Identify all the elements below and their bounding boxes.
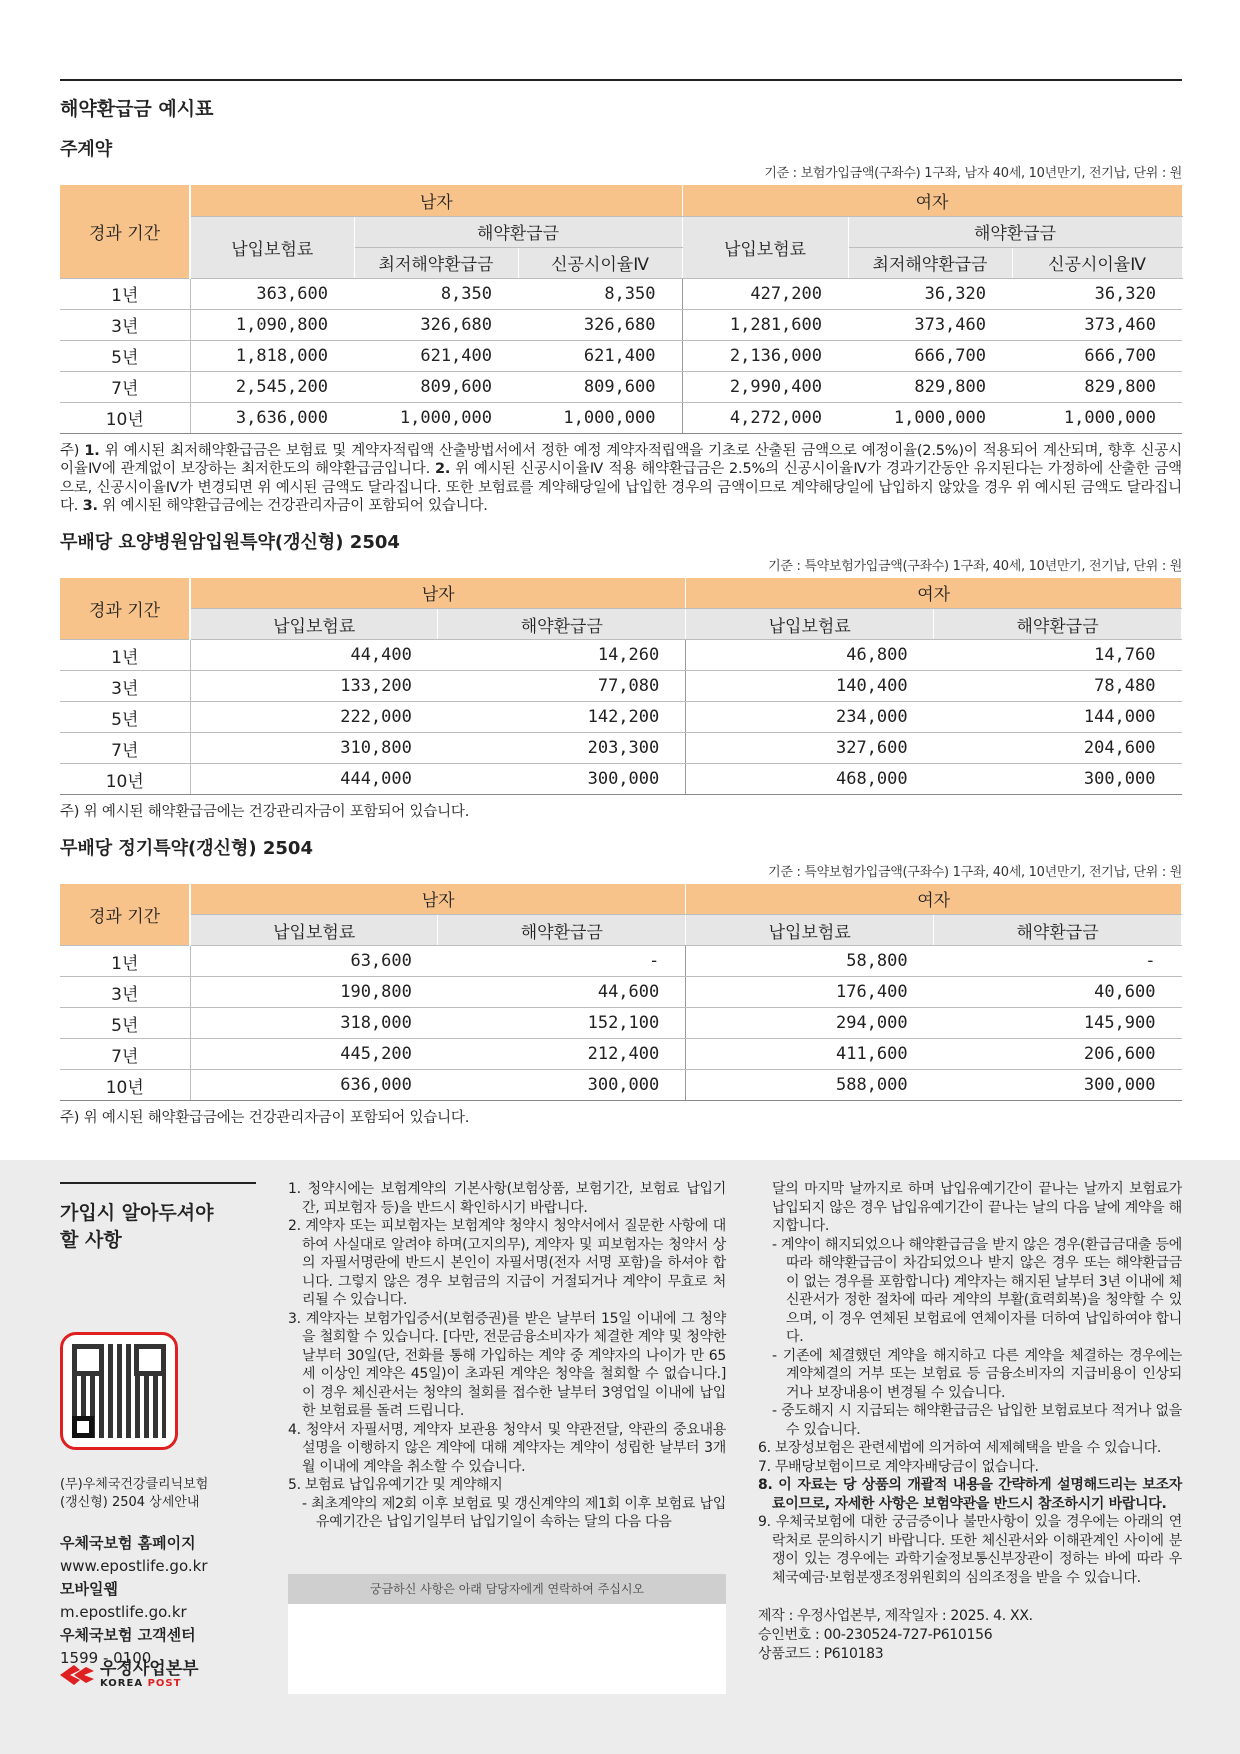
guide-section	[0, 1160, 1240, 1754]
value-cell: 373,460	[1012, 309, 1182, 340]
note-text: 위 예시된 신공시이율Ⅳ 적용 해약환급금은 2.5%의 신공시이율Ⅳ가 경과기간동안 유지된다는 가정하에 산출한 금액으로, 신공시이율Ⅳ가 변경되면 위 예시된 금액도 달라집니다. 또한 보험료를 계약해당일에 납입한 경우의 금액이므로 계약해당일에 납입하지 않았을 경우 위 예시된 금액도 달라집니다.	[60, 461, 1182, 514]
value-cell: 14,260	[438, 640, 686, 671]
production-line: 제작 : 우정사업본부, 제작일자 : 2025. 4. XX.	[758, 1608, 1033, 1624]
header-rate-male: 신공시이율Ⅳ	[518, 247, 682, 278]
period-cell: 7년	[60, 733, 190, 764]
value-cell: 144,000	[934, 702, 1182, 733]
period-cell: 7년	[60, 1039, 190, 1070]
header-refund-female: 해약환급금	[934, 609, 1182, 640]
table-row	[60, 1039, 1182, 1070]
mobile-link[interactable]: m.epostlife.go.kr	[60, 1603, 187, 1621]
table-row	[60, 309, 1182, 340]
table-row	[60, 340, 1182, 371]
value-cell: 36,320	[848, 278, 1012, 309]
value-cell: 63,600	[190, 946, 438, 977]
list-item: 1. 청약시에는 보험계약의 기본사항(보험상품, 보험기간, 보험료 납입기간, 피보험자 등)을 반드시 확인하시기 바랍니다.	[288, 1181, 726, 1216]
value-cell: 152,100	[438, 1008, 686, 1039]
homepage-link[interactable]: www.epostlife.go.kr	[60, 1557, 208, 1575]
table-row	[60, 733, 1182, 764]
table-row	[60, 1070, 1182, 1101]
value-cell: 1,818,000	[190, 340, 354, 371]
value-cell: 145,900	[934, 1008, 1182, 1039]
value-cell: 46,800	[686, 640, 934, 671]
table-row	[60, 977, 1182, 1008]
value-cell: 1,000,000	[848, 402, 1012, 433]
value-cell: 140,400	[686, 671, 934, 702]
logo-sub-post: POST	[147, 1678, 182, 1689]
value-cell: 300,000	[438, 764, 686, 795]
note-num: 3.	[82, 498, 98, 514]
header-male: 남자	[190, 578, 686, 609]
value-cell: 829,800	[1012, 371, 1182, 402]
value-cell: 133,200	[190, 671, 438, 702]
header-premium-male: 납입보험료	[190, 216, 354, 278]
period-cell: 1년	[60, 640, 190, 671]
qr-caption-line: (갱신형) 2504 상세안내	[60, 1495, 200, 1510]
production-info	[758, 1607, 1182, 1664]
list-subitem: - 계약이 해지되었으나 해약환급금을 받지 않은 경우(환급금대출 등에 따라 해약환급금이 차감되었으나 받지 않은 경우 또는 해약환급금이 없는 경우를 포함합니다) 계약자는 해지된 날부터 3년 이내에 체신관서가 정한 절차에 따라 계약의 부활(효력회복)을 청약할 수 있으며, 이 경우 연체된 보험료에 연체이자를 더하여 납입하여야 합니다.	[772, 1236, 1182, 1345]
qr-caption-line: (무)우체국건강클리닉보험	[60, 1477, 209, 1492]
value-cell: 1,000,000	[354, 402, 518, 433]
list-continuation: 달의 마지막 날까지로 하며 납입유예기간이 끝나는 날까지 보험료가 납입되지 않은 경우 납입유예기간이 끝나는 날의 다음 날에 계약을 해지합니다.	[772, 1181, 1182, 1234]
value-cell: 204,600	[934, 733, 1182, 764]
value-cell: 190,800	[190, 977, 438, 1008]
list-item: 9. 우체국보험에 대한 궁금증이나 불만사항이 있을 경우에는 아래의 연락처로 문의하시기 바랍니다. 또한 체신관서와 이해관계인 사이에 분쟁이 있는 경우에는 과학기술정보통신부장관이 정하는 바에 따라 우체국예금·보험분쟁조정위원회의 심의조정을 받을 수 있습니다.	[758, 1514, 1182, 1586]
value-cell: 666,700	[848, 340, 1012, 371]
value-cell: 300,000	[438, 1070, 686, 1101]
value-cell: 326,680	[354, 309, 518, 340]
list-item: 3. 계약자는 보험가입증서(보험증권)를 받은 날부터 15일 이내에 그 청약을 철회할 수 있습니다. [다만, 전문금융소비자가 체결한 계약 및 청약한 날부터 30일(단, 전화를 통해 가입하는 계약 중 계약자의 나이가 만 65세 이상인 계약은 45일)이 초과된 계약은 청약을 철회할 수 없습니다.] 이 경우 체신관서는 청약의 철회를 접수한 날부터 3영업일 이내에 납입한 보험료를 돌려 드립니다.	[288, 1310, 726, 1419]
guide-left-column	[60, 1182, 256, 1689]
value-cell: 3,636,000	[190, 402, 354, 433]
rider1-note: 주) 위 예시된 해약환급금에는 건강관리자금이 포함되어 있습니다.	[60, 804, 470, 820]
rider2-basis: 기준 : 특약보험가입금액(구좌수) 1구좌, 40세, 10년만기, 전기납, 단위 : 원	[768, 864, 1182, 880]
period-cell: 1년	[60, 946, 190, 977]
top-section	[60, 0, 1182, 1128]
value-cell: 300,000	[934, 764, 1182, 795]
header-male: 남자	[190, 185, 682, 216]
value-cell: 14,760	[934, 640, 1182, 671]
value-cell: 468,000	[686, 764, 934, 795]
list-subitem: - 기존에 체결했던 계약을 해지하고 다른 계약을 체결하는 경우에는 계약체결의 거부 또는 보험료 등 금융소비자의 지급비용이 인상되거나 보장내용이 변경될 수 있습니다.	[772, 1347, 1182, 1401]
korea-post-logo	[60, 1660, 199, 1689]
list-item: 5. 보험료 납입유예기간 및 계약해지	[288, 1477, 503, 1493]
header-period: 경과 기간	[60, 578, 190, 640]
header-female: 여자	[686, 884, 1182, 915]
header-premium-female: 납입보험료	[686, 915, 934, 946]
guide-title-line: 할 사항	[60, 1229, 122, 1251]
header-premium-male: 납입보험료	[190, 915, 438, 946]
value-cell: 36,320	[1012, 278, 1182, 309]
table-row	[60, 671, 1182, 702]
table-row	[60, 946, 1182, 977]
header-period: 경과 기간	[60, 185, 190, 278]
table-row	[60, 371, 1182, 402]
header-male: 남자	[190, 884, 686, 915]
note-text: 위 예시된 최저해약환급금은 보험료 및 계약자적립액 산출방법서에서 정한 예정 계약자적립액을 기초로 산출된 금액으로 예정이율(2.5%)이 적용되어 계산되며, 향후 신공시이율Ⅳ에 관계없이 보장하는 최저한도의 해약환급금입니다.	[60, 442, 1182, 477]
contact-box-head: 궁금하신 사항은 아래 담당자에게 연락하여 주십시오	[288, 1574, 726, 1604]
header-refund-male: 해약환급금	[354, 216, 682, 247]
value-cell: -	[438, 946, 686, 977]
period-cell: 10년	[60, 402, 190, 433]
main-contract-table	[60, 185, 1183, 434]
header-refund-male: 해약환급금	[438, 609, 686, 640]
rider1-table	[60, 578, 1182, 796]
value-cell: 445,200	[190, 1039, 438, 1070]
value-cell: 300,000	[934, 1070, 1182, 1101]
value-cell: 1,000,000	[518, 402, 682, 433]
table-row	[60, 764, 1182, 795]
value-cell: 326,680	[518, 309, 682, 340]
rider1-heading: 무배당 요양병원암입원특약(갱신형) 2504	[60, 531, 400, 553]
guide-rule	[60, 1182, 256, 1184]
period-cell: 10년	[60, 1070, 190, 1101]
header-rate-female: 신공시이율Ⅳ	[1012, 247, 1182, 278]
list-item: 6. 보장성보험은 관련세법에 의거하여 세제혜택을 받을 수 있습니다.	[758, 1440, 1162, 1456]
page-title: 해약환급금 예시표	[60, 98, 214, 120]
table-row	[60, 1008, 1182, 1039]
value-cell: 809,600	[518, 371, 682, 402]
value-cell: 318,000	[190, 1008, 438, 1039]
value-cell: 588,000	[686, 1070, 934, 1101]
period-cell: 1년	[60, 278, 190, 309]
product-code: 상품코드 : P610183	[758, 1646, 884, 1662]
period-cell: 10년	[60, 764, 190, 795]
logo-text: 우정사업본부	[100, 1659, 199, 1679]
period-cell: 3년	[60, 977, 190, 1008]
header-refund-male: 해약환급금	[438, 915, 686, 946]
value-cell: 176,400	[686, 977, 934, 1008]
period-cell: 5년	[60, 702, 190, 733]
list-item: 4. 청약서 자필서명, 계약자 보관용 청약서 및 약관전달, 약관의 중요내용 설명을 이행하지 않은 계약에 대해 계약자는 계약이 성립한 날부터 3개월 이내에 계약을 취소할 수 있습니다.	[288, 1421, 726, 1475]
value-cell: -	[934, 946, 1182, 977]
list-item: 2. 계약자 또는 피보험자는 보험계약 청약시 청약서에서 질문한 사항에 대하여 사실대로 알려야 하며(고지의무), 계약자 및 피보험자는 청약서 상의 자필서명란에 반드시 본인이 자필서명(전자 서명 포함)을 하셔야 합니다. 그렇지 않은 경우 보험금의 지급이 거절되거나 계약이 무효로 처리될 수 있습니다.	[288, 1218, 726, 1308]
value-cell: 234,000	[686, 702, 934, 733]
value-cell: 411,600	[686, 1039, 934, 1070]
value-cell: 2,545,200	[190, 371, 354, 402]
table-row	[60, 278, 1182, 309]
list-item-bold: 8. 이 자료는 당 상품의 개괄적 내용을 간략하게 설명해드리는 보조자료이므로, 자세한 사항은 보험약관을 반드시 참조하시기 바랍니다.	[758, 1477, 1182, 1512]
qr-code-icon[interactable]	[60, 1332, 178, 1450]
value-cell: 142,200	[438, 702, 686, 733]
center-phone: 1599 - 0100	[60, 1649, 152, 1667]
header-min-refund-male: 최저해약환급금	[354, 247, 518, 278]
qr-caption	[60, 1476, 260, 1512]
period-cell: 3년	[60, 309, 190, 340]
value-cell: 4,272,000	[682, 402, 848, 433]
qr-finder	[72, 1416, 94, 1438]
header-premium-female: 납입보험료	[682, 216, 848, 278]
logo-sub-korea: KOREA	[100, 1678, 148, 1689]
homepage-label: 우체국보험 홈페이지	[60, 1534, 196, 1552]
value-cell: 77,080	[438, 671, 686, 702]
value-cell: 829,800	[848, 371, 1012, 402]
header-period: 경과 기간	[60, 884, 190, 946]
korea-post-logo-icon	[60, 1661, 94, 1689]
period-cell: 3년	[60, 671, 190, 702]
value-cell: 212,400	[438, 1039, 686, 1070]
logo-sub	[100, 1678, 199, 1689]
contact-info	[60, 1532, 260, 1670]
main-contract-note	[60, 442, 1182, 516]
list-subitem: - 중도해지 시 지급되는 해약환급금은 납입한 보험료보다 적거나 없을 수 있습니다.	[772, 1403, 1182, 1438]
table-row	[60, 402, 1182, 433]
note-prefix: 주)	[60, 442, 85, 459]
value-cell: 222,000	[190, 702, 438, 733]
header-female: 여자	[686, 578, 1182, 609]
value-cell: 1,281,600	[682, 309, 848, 340]
rider2-note: 주) 위 예시된 해약환급금에는 건강관리자금이 포함되어 있습니다.	[60, 1110, 470, 1126]
value-cell: 203,300	[438, 733, 686, 764]
rider2-heading: 무배당 정기특약(갱신형) 2504	[60, 837, 313, 859]
value-cell: 40,600	[934, 977, 1182, 1008]
value-cell: 621,400	[354, 340, 518, 371]
value-cell: 427,200	[682, 278, 848, 309]
header-premium-female: 납입보험료	[686, 609, 934, 640]
header-refund-female: 해약환급금	[934, 915, 1182, 946]
value-cell: 8,350	[518, 278, 682, 309]
period-cell: 5년	[60, 340, 190, 371]
value-cell: 294,000	[686, 1008, 934, 1039]
value-cell: 78,480	[934, 671, 1182, 702]
value-cell: 363,600	[190, 278, 354, 309]
guide-middle-column	[288, 1180, 726, 1532]
rider2-table	[60, 884, 1182, 1102]
value-cell: 621,400	[518, 340, 682, 371]
value-cell: 2,990,400	[682, 371, 848, 402]
list-item: 7. 무배당보험이므로 계약자배당금이 없습니다.	[758, 1458, 1039, 1475]
approval-number: 승인번호 : 00-230524-727-P610156	[758, 1627, 993, 1643]
value-cell: 8,350	[354, 278, 518, 309]
note-num: 1.	[84, 442, 100, 459]
header-min-refund-female: 최저해약환급금	[848, 247, 1012, 278]
list-subitem: - 최초계약의 제2회 이후 보험료 및 갱신계약의 제1회 이후 보험료 납입유예기간은 납입기일부터 납입기일이 속하는 달의 다음 다음	[302, 1495, 726, 1530]
value-cell: 444,000	[190, 764, 438, 795]
header-refund-female: 해약환급금	[848, 216, 1182, 247]
value-cell: 327,600	[686, 733, 934, 764]
guide-right-column	[758, 1180, 1182, 1664]
rider1-basis: 기준 : 특약보험가입금액(구좌수) 1구좌, 40세, 10년만기, 전기납, 단위 : 원	[768, 558, 1182, 574]
table-row	[60, 640, 1182, 671]
period-cell: 7년	[60, 371, 190, 402]
top-rule	[60, 79, 1182, 81]
value-cell: 1,000,000	[1012, 402, 1182, 433]
center-label: 우체국보험 고객센터	[60, 1626, 196, 1644]
mobile-label: 모바일웹	[60, 1580, 118, 1598]
value-cell: 206,600	[934, 1039, 1182, 1070]
value-cell: 1,090,800	[190, 309, 354, 340]
period-cell: 5년	[60, 1008, 190, 1039]
value-cell: 2,136,000	[682, 340, 848, 371]
header-premium-male: 납입보험료	[190, 609, 438, 640]
value-cell: 310,800	[190, 733, 438, 764]
value-cell: 44,400	[190, 640, 438, 671]
guide-title	[60, 1200, 256, 1254]
table-row	[60, 702, 1182, 733]
value-cell: 373,460	[848, 309, 1012, 340]
main-contract-heading: 주계약	[60, 139, 113, 160]
value-cell: 666,700	[1012, 340, 1182, 371]
header-female: 여자	[682, 185, 1182, 216]
value-cell: 636,000	[190, 1070, 438, 1101]
note-num: 2.	[434, 461, 451, 477]
contact-box	[288, 1574, 726, 1694]
guide-title-line: 가입시 알아두셔야	[60, 1202, 214, 1224]
value-cell: 809,600	[354, 371, 518, 402]
note-text: 위 예시된 해약환급금에는 건강관리자금이 포함되어 있습니다.	[97, 498, 488, 514]
value-cell: 58,800	[686, 946, 934, 977]
value-cell: 44,600	[438, 977, 686, 1008]
main-contract-basis: 기준 : 보험가입금액(구좌수) 1구좌, 남자 40세, 10년만기, 전기납, 단위 : 원	[764, 166, 1182, 181]
